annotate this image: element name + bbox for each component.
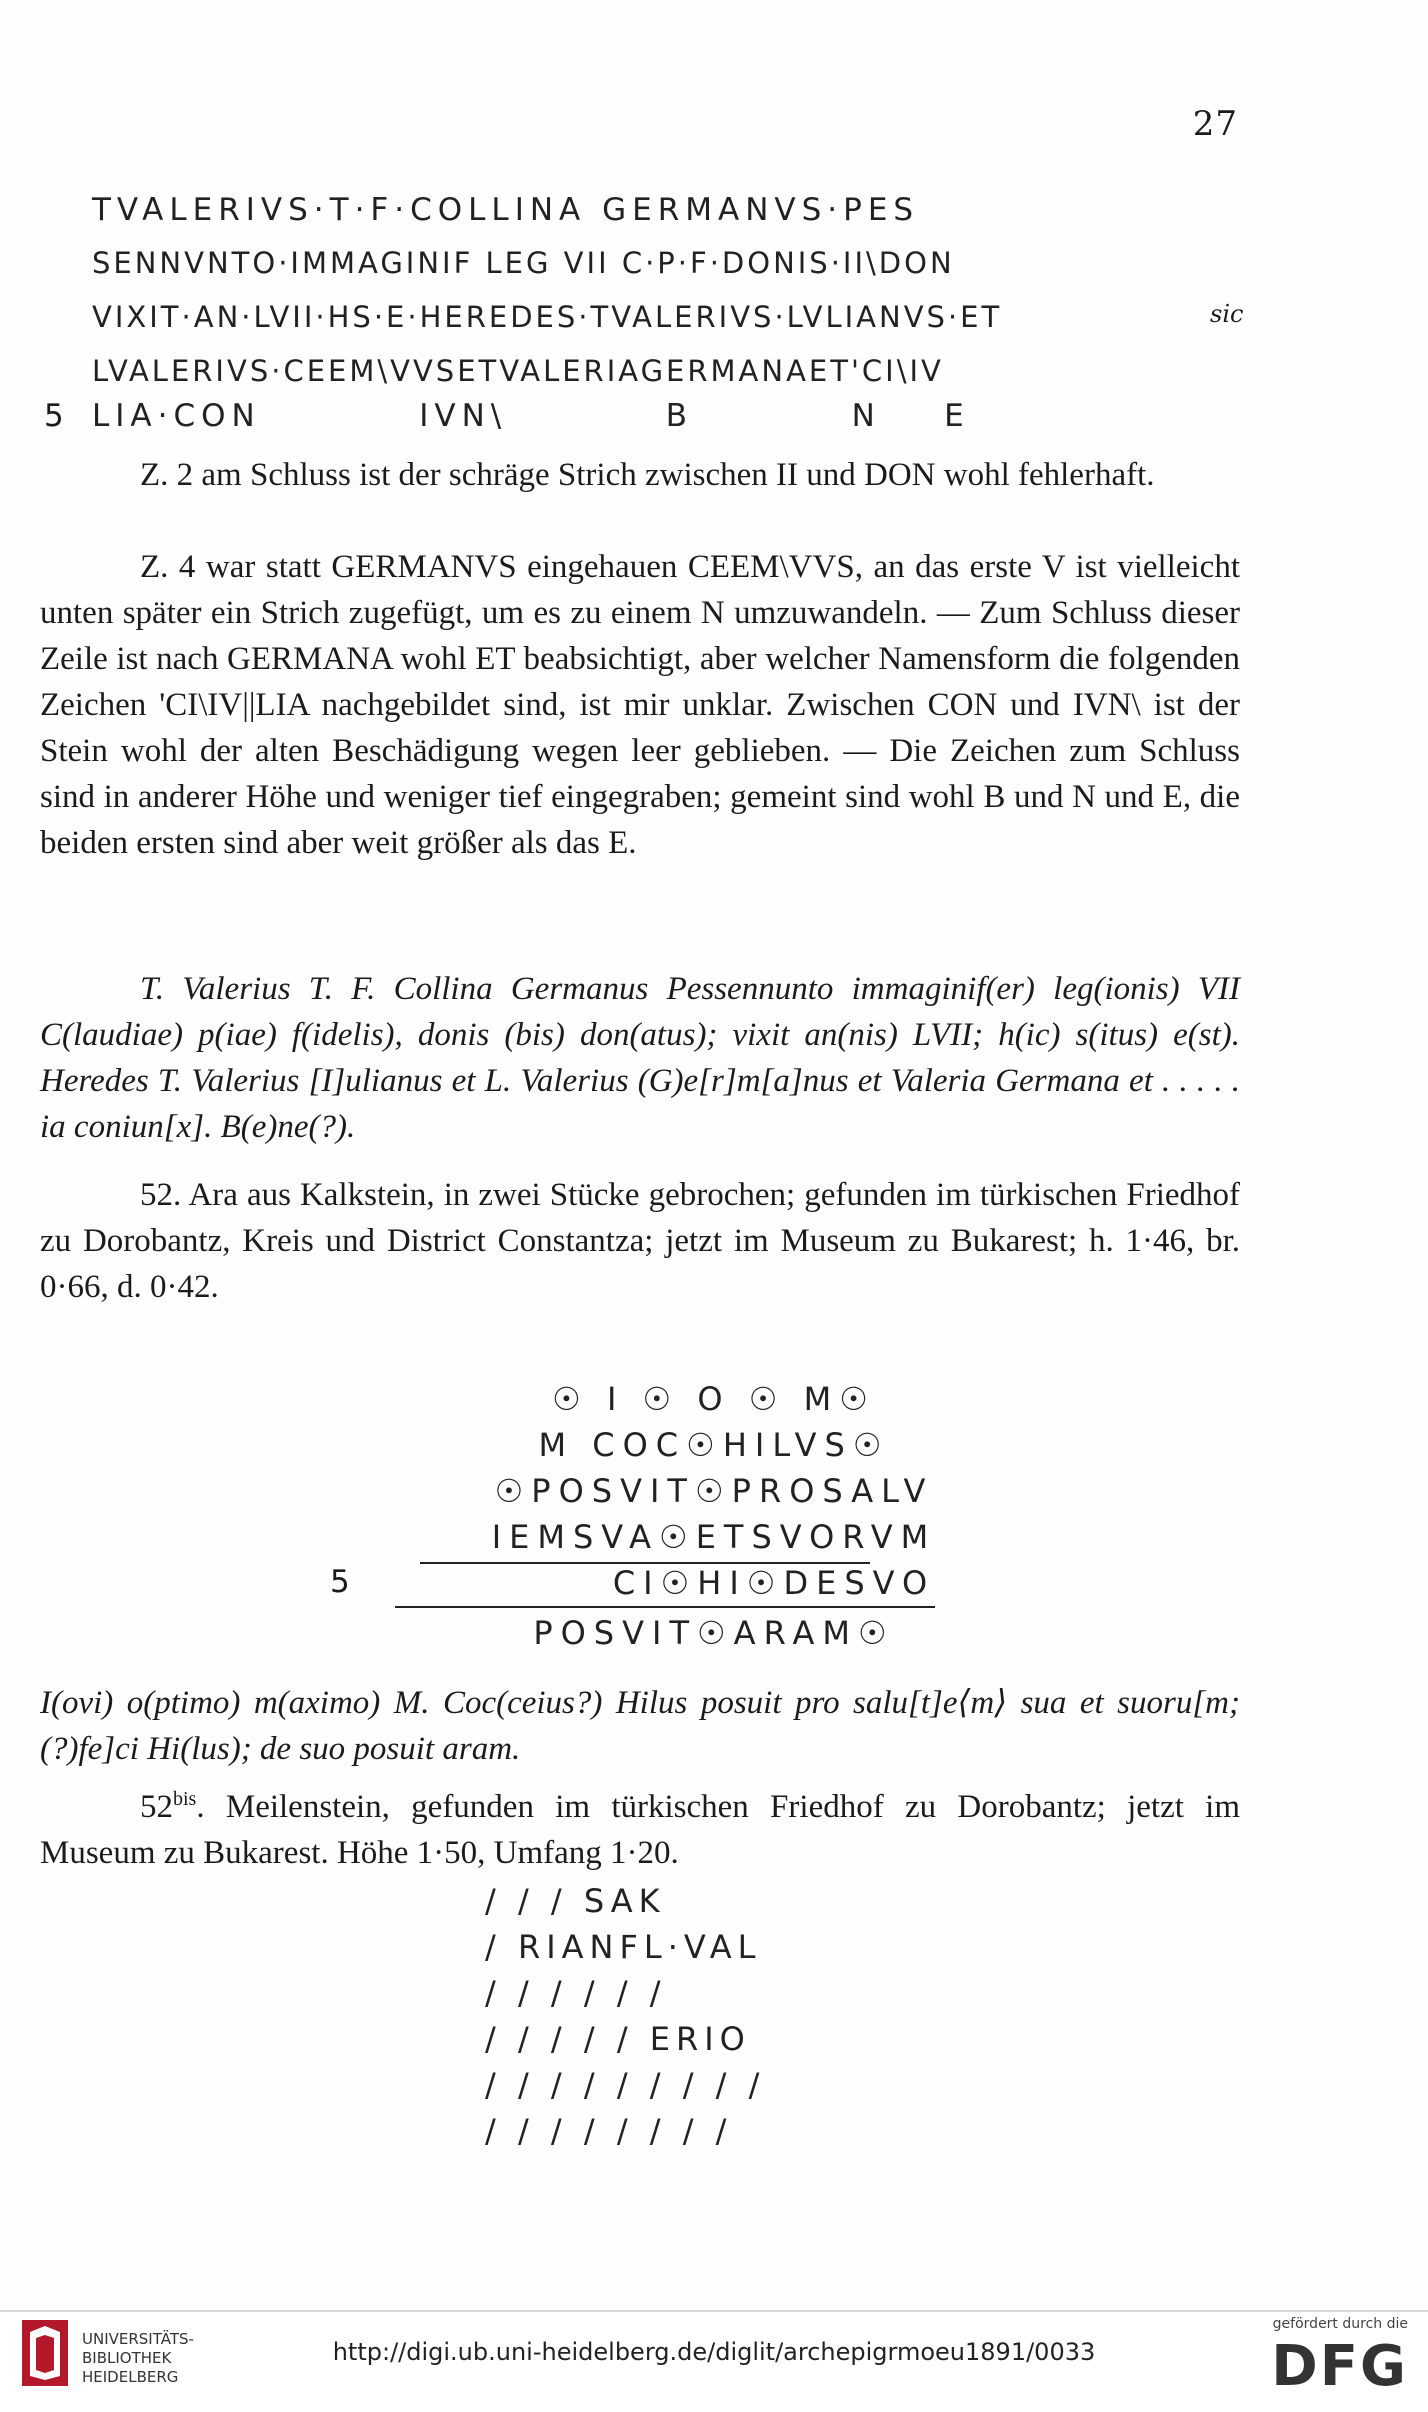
library-line-2: BIBLIOTHEK xyxy=(82,2349,172,2367)
entry-52bis-text: . Meilenstein, gefunden im türkischen Friedhof zu Dorobantz; jetzt im Museum zu Bukarest. Höhe 1·50, Umfang 1·20. xyxy=(40,1789,1240,1871)
inscription3-line-1: / / / SAK xyxy=(485,1882,666,1920)
inscription3-line-3: / / / / / / xyxy=(485,1974,667,2012)
dfg-logo: DFG xyxy=(1271,2334,1408,2399)
sic-note: sic xyxy=(1210,300,1244,328)
line-number-5: 5 xyxy=(44,398,64,434)
funded-by-text: gefördert durch die xyxy=(1272,2316,1408,2332)
library-line-1: UNIVERSITÄTS- xyxy=(82,2330,194,2348)
inscription2-line-2: M COC☉HILVS☉ xyxy=(538,1426,890,1464)
inscription1-line-5: LIA·CON IVN\ B N E xyxy=(92,398,970,434)
inscription1-line-4: LVALERIVS·CEEM\VVSETVALERIAGERMANAET'CI\IV xyxy=(92,354,944,388)
transcription-2: I(ovi) o(ptimo) m(aximo) M. Coc(ceius?) Hilus posuit pro salu[t]e⟨m⟩ sua et suoru[m; (?)fe]ci Hi(lus); de suo posuit aram. xyxy=(40,1685,1240,1767)
entry-52bis-number: 52 xyxy=(140,1789,173,1825)
commentary-paragraph-2: Z. 4 war statt GERMANVS eingehauen CEEM\VVS, an das erste V ist vielleicht unten später ein Strich zugefügt, um es zu einem N umzuwandeln. — Zum Schluss dieser Zeile ist nach GERMANA wohl ET beabsichtigt, aber welcher Namensform die folgenden Zeichen 'CI\IV||LIA nachgebildet sind, ist mir unklar. Zwischen CON und IVN\ ist der Stein wohl der alten Beschädigung wegen leer geblieben. — Die Zeichen zum Schluss sind in anderer Höhe und weniger tief eingegraben; gemeint sind wohl B und N und E, die beiden ersten sind aber weit größer als das E. xyxy=(40,549,1240,861)
page-number: 27 xyxy=(1192,104,1238,144)
transcription-1: T. Valerius T. F. Collina Germanus Pessennunto immaginif(er) leg(ionis) VII C(laudiae) p(iae) f(idelis), donis (bis) don(atus); vixit an(nis) LVII; h(ic) s(itus) e(st). Heredes T. Valerius [I]ulianus et L. Valerius (G)e[r]m[a]nus et Valeria Germana et . . . . . ia coniun[x]. B(e)ne(?). xyxy=(40,971,1240,1145)
inscription2-line-5: CI☉HI☉DESVO xyxy=(612,1564,936,1602)
entry-52bis-sup: bis xyxy=(173,1788,197,1810)
inscription2-line-6: POSVIT☉ARAM☉ xyxy=(533,1614,895,1652)
inscription3-line-4: / / / / / ERIO xyxy=(485,2020,751,2058)
inscription1-line-2: SENNVNTO·IMMAGINIF LEG VII C·P·F·DONIS·II\DON xyxy=(92,246,955,280)
library-line-3: HEIDELBERG xyxy=(82,2368,179,2386)
inscription2-line-number-5: 5 xyxy=(330,1564,350,1600)
inscription3-line-5: / / / / / / / / / xyxy=(485,2066,766,2104)
entry-52bis xyxy=(40,1776,1240,1876)
commentary-paragraph-1: Z. 2 am Schluss ist der schräge Strich zwischen II und DON wohl fehlerhaft. xyxy=(140,457,1155,493)
inscription2-line-3: ☉POSVIT☉PROSALV xyxy=(494,1472,934,1510)
inscription1-line-3: VIXIT·AN·LVII·HS·E·HEREDES·TVALERIVS·LVLIANVS·ET xyxy=(92,300,1003,334)
entry-52: 52. Ara aus Kalkstein, in zwei Stücke gebrochen; gefunden im türkischen Friedhof zu Dorobantz, Kreis und District Constantza; jetzt im Museum zu Bukarest; h. 1·46, br. 0·66, d. 0·42. xyxy=(40,1177,1240,1305)
inscription3-line-2: / RIANFL·VAL xyxy=(485,1928,762,1966)
fracture-line-2 xyxy=(395,1606,935,1608)
inscription2-line-1: ☉ I ☉ O ☉ M☉ xyxy=(552,1380,876,1418)
inscription1-line-1: TVALERIVS·T·F·COLLINA GERMANVS·PES xyxy=(92,192,920,228)
inscription2-line-4: IEMSVA☉ETSVORVM xyxy=(491,1518,937,1556)
document-url-link[interactable]: http://digi.ub.uni-heidelberg.de/diglit/archepigrmoeu1891/0033 xyxy=(332,2338,1096,2366)
inscription3-line-6: / / / / / / / / xyxy=(485,2112,733,2150)
